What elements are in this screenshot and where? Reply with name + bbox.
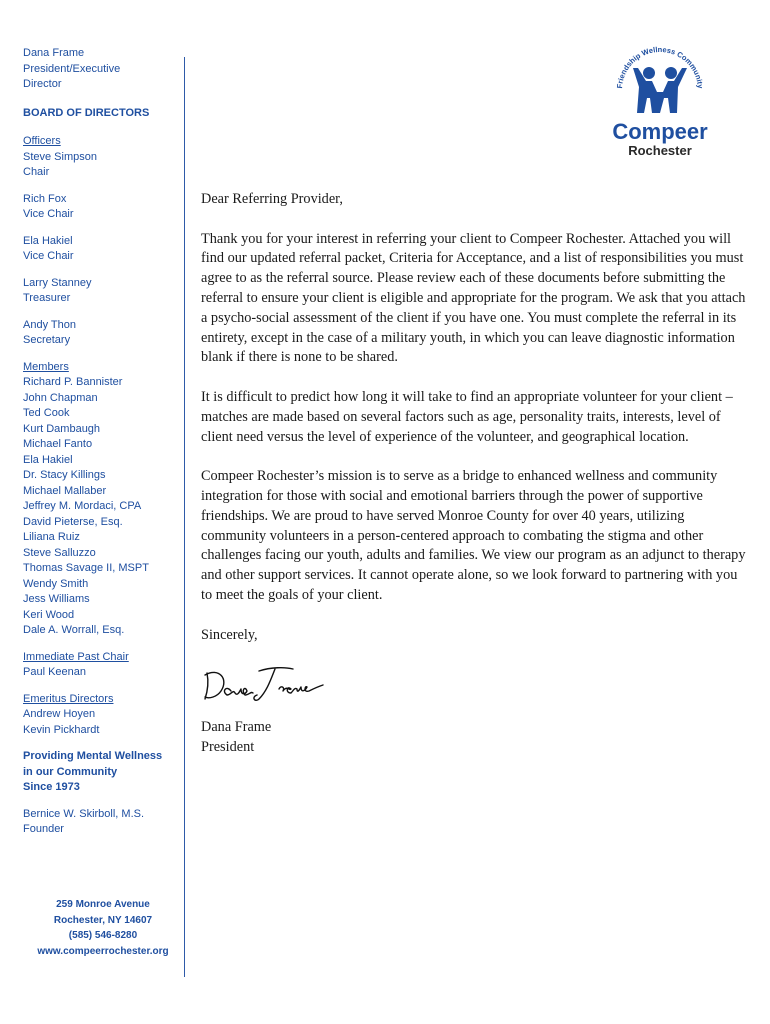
emeritus-name: Kevin Pickhardt <box>23 723 100 736</box>
address-website[interactable]: www.compeerrochester.org <box>37 945 169 957</box>
address-street: 259 Monroe Avenue <box>56 899 150 910</box>
emeritus-heading: Emeritus Directors <box>23 692 114 705</box>
board-sidebar <box>23 46 183 838</box>
officer-role: Vice Chair <box>23 250 74 262</box>
member-name: Keri Wood <box>23 608 75 621</box>
letter-paragraph: Compeer Rochester’s mission is to serve as a bridge to enhanced wellness and community integration for those with social and emotional barriers through the power of supportive friendships. We are proud to have served Monroe County for over 40 years, utilizing community volunteers in a person-centered approach to combating the stigma and other challenges facing our youth, adults and families. We view our program as an adjunct to therapy and other support services. It cannot operate alone, so we look forward to partnering with you to meet the goals of your client. <box>201 468 746 603</box>
logo-brand: Compeer <box>612 119 708 144</box>
officer-name: Larry Stanney <box>23 276 92 289</box>
member-name: John Chapman <box>23 391 98 404</box>
past-chair-name: Paul Keenan <box>23 666 86 678</box>
officer-name: Ela Hakiel <box>23 234 73 247</box>
member-name: Richard P. Bannister <box>23 376 123 388</box>
letter-salutation: Dear Referring Provider, <box>201 191 343 207</box>
board-heading: BOARD OF DIRECTORS <box>23 106 150 119</box>
emeritus-name: Andrew Hoyen <box>23 708 96 720</box>
officer-role: Chair <box>23 166 50 178</box>
address-city: Rochester, NY 14607 <box>53 914 153 926</box>
founder-title: Founder <box>23 823 64 835</box>
referral-letter <box>201 190 746 758</box>
member-name: Wendy Smith <box>23 577 89 590</box>
member-name: David Pieterse, Esq. <box>23 515 123 528</box>
officer-name: Rich Fox <box>23 192 67 205</box>
member-name: Kurt Dambaugh <box>23 422 101 435</box>
past-chair-heading: Immediate Past Chair <box>23 650 129 663</box>
handwritten-signature <box>201 661 351 711</box>
logo-arc-text: Friendship Wellness Community <box>614 44 706 89</box>
officer-role: Secretary <box>23 334 71 346</box>
letter-paragraph: It is difficult to predict how long it will take to find an appropriate volunteer for your client – matches are made based on several factors such as age, personality traits, interests, level of client need versus the level of experience of the volunteer, and geographical location. <box>201 388 733 445</box>
member-name: Michael Fanto <box>23 438 93 450</box>
officer-name: Andy Thon <box>23 318 77 331</box>
tagline-line: in our Community <box>23 765 118 778</box>
officer-name: Steve Simpson <box>23 150 97 163</box>
member-name: Jess Williams <box>23 593 90 605</box>
members-heading: Members <box>23 360 69 373</box>
letter-paragraph: Thank you for your interest in referring your client to Compeer Rochester. Attached you will find our updated referral packet, Criteria for Acceptance, and a list of responsibilities you must agree to as the referral source. Please review each of these documents before submitting the referral to ensure your client is eligible and appropriate for the program. We ask that you attach a psycho-social assessment of the client if you have one. You must complete the referral in its entirety, except in the case of a military youth, in which you can leave diagnostic information blank if there is none to be shared. <box>201 230 746 366</box>
executive-title-line-2: Director <box>23 78 62 90</box>
signer-block <box>201 718 746 758</box>
signer-name: Dana Frame <box>201 718 272 735</box>
officer-role: Vice Chair <box>23 208 74 220</box>
signer-title: President <box>201 738 255 755</box>
member-name: Jeffrey M. Mordaci, CPA <box>23 500 142 512</box>
organization-address <box>23 897 183 959</box>
executive-name: Dana Frame <box>23 47 85 59</box>
member-name: Thomas Savage II, MSPT <box>23 562 149 574</box>
executive-title-line-1: President/Executive <box>23 62 121 75</box>
member-name: Liliana Ruiz <box>23 531 80 543</box>
compeer-logo <box>600 38 720 163</box>
member-name: Dale A. Worrall, Esq. <box>23 624 125 636</box>
two-people-icon <box>633 67 687 113</box>
sidebar-divider <box>184 57 185 977</box>
address-phone: (585) 546-8280 <box>68 930 138 941</box>
officers-heading: Officers <box>23 135 61 147</box>
officer-role: Treasurer <box>23 292 71 304</box>
member-name: Michael Mallaber <box>23 484 107 497</box>
member-name: Steve Salluzzo <box>23 546 96 559</box>
member-name: Ted Cook <box>23 407 70 419</box>
letter-closing: Sincerely, <box>201 626 258 643</box>
member-name: Dr. Stacy Killings <box>23 469 106 481</box>
member-name: Ela Hakiel <box>23 453 73 466</box>
tagline-line: Since 1973 <box>23 781 80 793</box>
logo-city: Rochester <box>628 143 692 158</box>
founder-name: Bernice W. Skirboll, M.S. <box>23 807 145 820</box>
tagline-line: Providing Mental Wellness <box>23 750 163 762</box>
